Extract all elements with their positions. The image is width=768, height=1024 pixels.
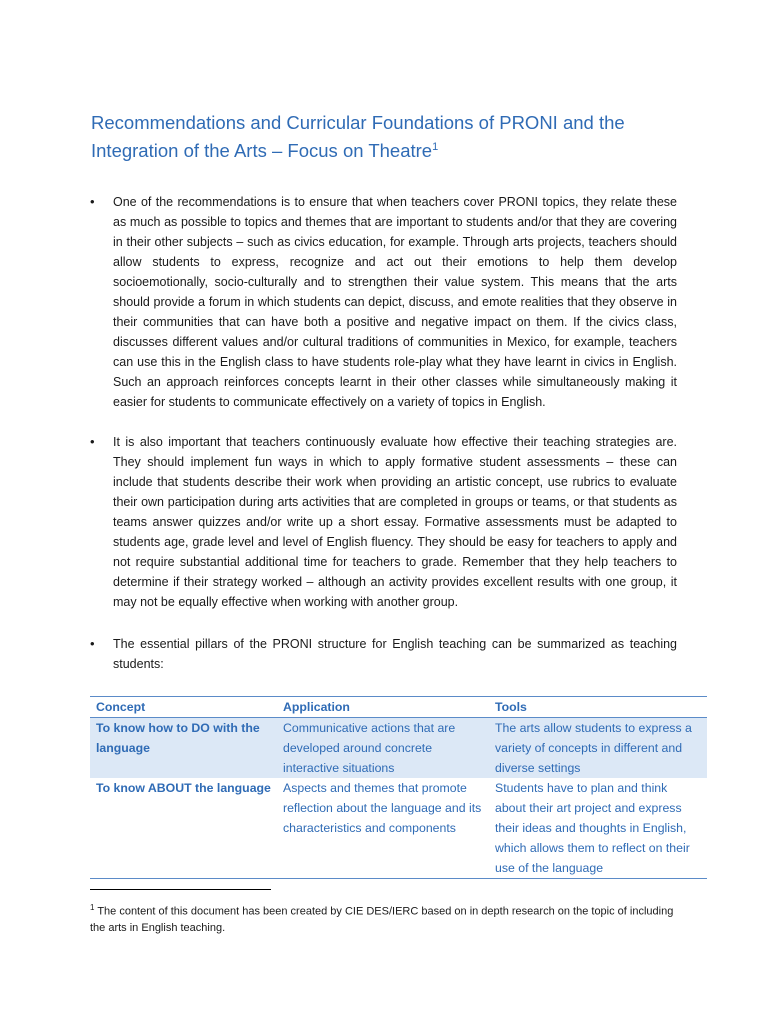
page-title bbox=[91, 109, 691, 165]
bullet-text: One of the recommendations is to ensure that when teachers cover PRONI topics, they relate these as much as possible to topics and themes that are important to students and/or that they are covering in their other subjects – such as civics education, for example. Through arts projects, teachers should allow students to express, recognize and act out their emotions to help them develop socioemotionally, socio-culturally and to strengthen their value system. This means that the arts should provide a forum in which students can depict, discuss, and emote realities that they observe in their communities that can have both a positive and negative impact on them. If the civics class, discusses different values and/or cultural traditions of communities in Mexico, for example, teachers can use this in the English class to have students role-play what they have learnt in civics in English. Such an approach reinforces concepts learnt in their other classes while simultaneously making it easier for students to communicate effectively on a variety of topics in English. bbox=[113, 195, 677, 409]
footnote-separator bbox=[90, 889, 271, 890]
footnote-reference[interactable]: 1 bbox=[432, 141, 439, 153]
column-header-application: Application bbox=[277, 697, 489, 718]
tools-cell: Students have to plan and think about their art project and express their ideas and thoughts in English, which allows them to reflect on their use of the language bbox=[489, 778, 707, 879]
table-row bbox=[90, 778, 707, 879]
application-cell: Communicative actions that are developed around concrete interactive situations bbox=[277, 718, 489, 779]
concept-cell: To know how to DO with the language bbox=[90, 718, 277, 779]
footnote-text: The content of this document has been created by CIE DES/IERC based on in depth research on the topic of including the arts in English teaching. bbox=[90, 905, 674, 934]
bullet-icon: • bbox=[90, 194, 95, 209]
pillars-table bbox=[90, 696, 707, 879]
application-cell: Aspects and themes that promote reflection about the language and its characteristics and components bbox=[277, 778, 489, 879]
table-header-row bbox=[90, 697, 707, 718]
footnote bbox=[90, 900, 690, 936]
column-header-tools: Tools bbox=[489, 697, 707, 718]
tools-cell: The arts allow students to express a variety of concepts in different and diverse settings bbox=[489, 718, 707, 779]
bullet-text: The essential pillars of the PRONI structure for English teaching can be summarized as teaching students: bbox=[113, 637, 677, 671]
bullet-icon: • bbox=[90, 434, 95, 449]
column-header-concept: Concept bbox=[90, 697, 277, 718]
list-item bbox=[0, 432, 677, 612]
bullet-icon: • bbox=[90, 636, 95, 651]
title-text: Recommendations and Curricular Foundations of PRONI and the Integration of the Arts – Focus on Theatre bbox=[91, 112, 625, 161]
bullet-text: It is also important that teachers continuously evaluate how effective their teaching strategies are. They should implement fun ways in which to apply formative student assessments – these can include that students describe their work when providing an artistic concept, use rubrics to evaluate their own participation during arts activities that are completed in groups or teams, or that students as teams answer quizzes and/or write up a short essay. Formative assessments must be adapted to students age, grade level and level of English fluency. They should be easy for teachers to apply and not require substantial additional time for teachers to grade. Remember that they help teachers to determine if their strategy worked – although an activity provides excellent results with one group, it may not be equally effective when working with another group. bbox=[113, 435, 677, 609]
list-item bbox=[0, 192, 677, 412]
table-row bbox=[90, 718, 707, 779]
list-item bbox=[0, 634, 677, 674]
concept-cell: To know ABOUT the language bbox=[90, 778, 277, 879]
footnote-number: 1 bbox=[90, 903, 95, 912]
